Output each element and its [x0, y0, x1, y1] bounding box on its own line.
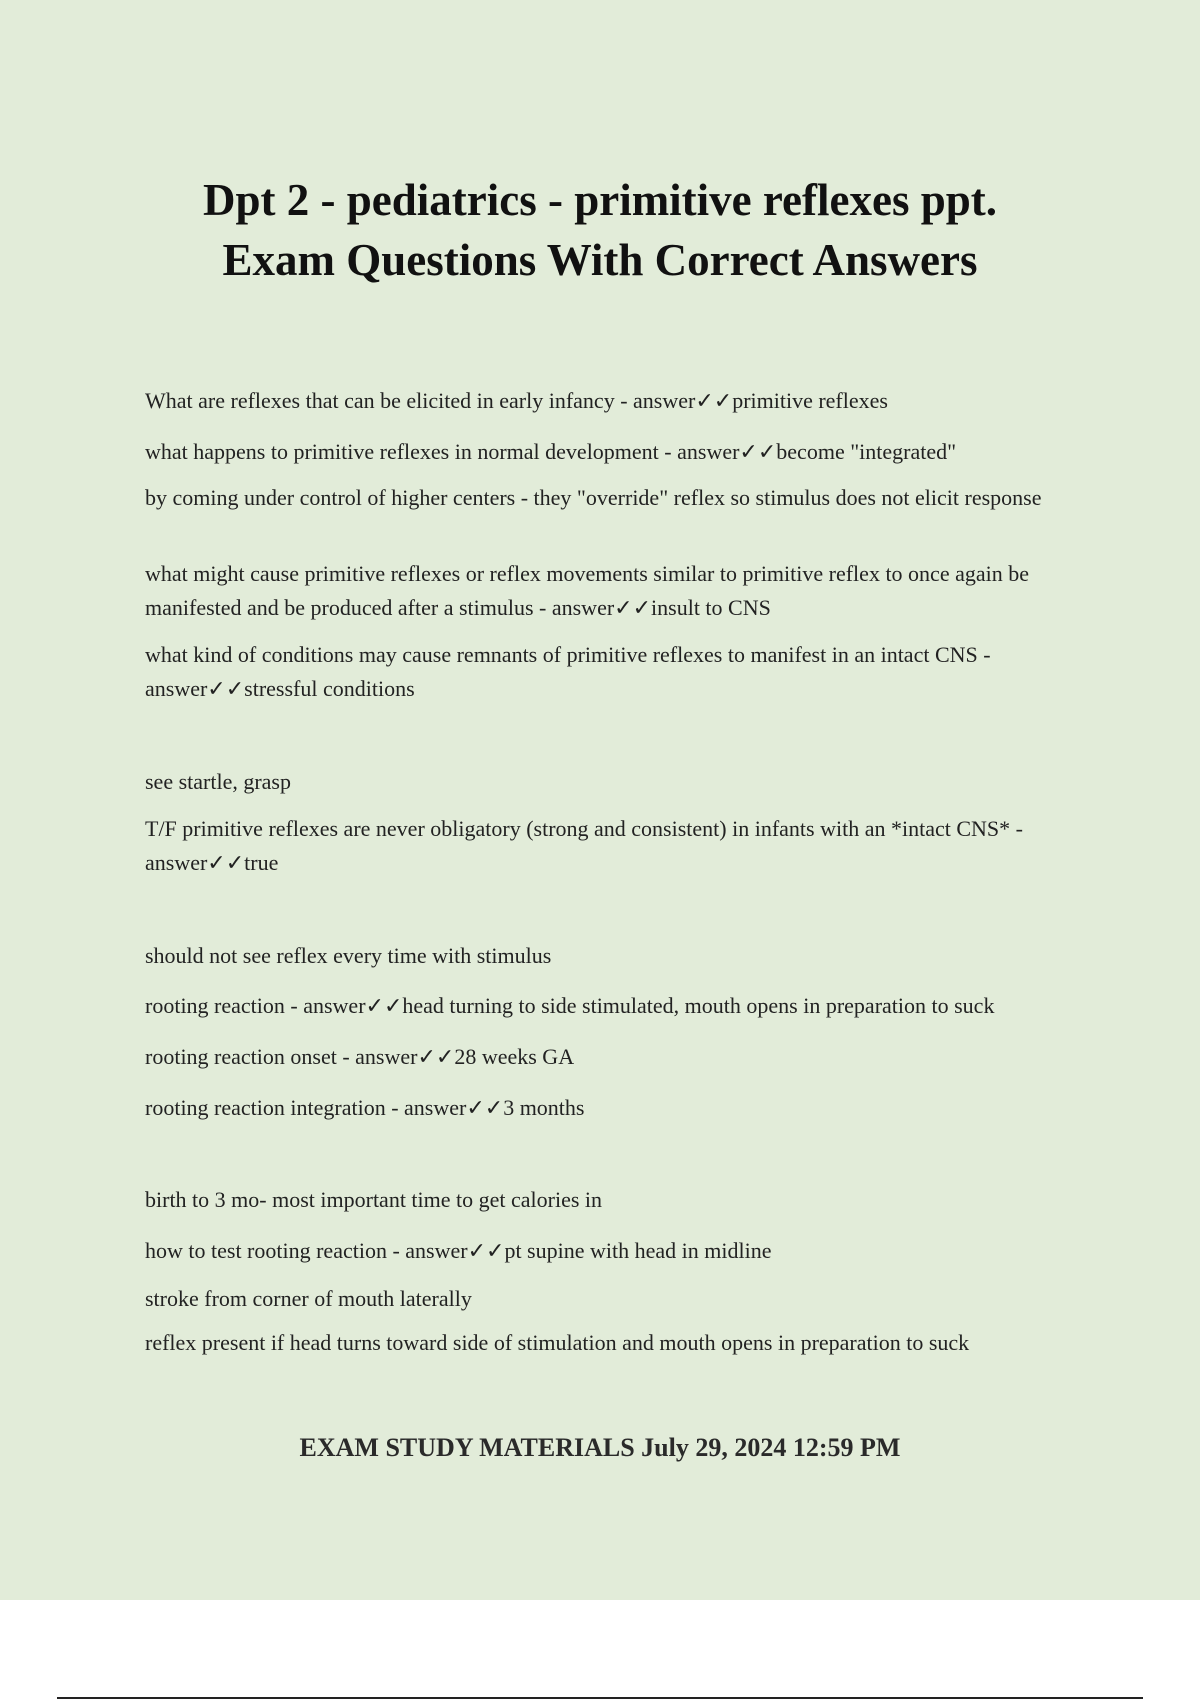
bottom-divider	[57, 1697, 1143, 1699]
paragraph-4: what might cause primitive reflexes or reflex movements similar to primitive reflex to once again be manifested and be produced after a stimulus - answer✓✓insult to CNS	[145, 561, 1029, 620]
paragraph-2: what happens to primitive reflexes in normal development - answer✓✓become "integrated"	[145, 439, 957, 464]
paragraph-6: see startle, grasp	[145, 769, 291, 794]
paragraph-15: reflex present if head turns toward side of stimulation and mouth opens in preparation to suck	[145, 1330, 970, 1355]
paragraph-9: rooting reaction - answer✓✓head turning to side stimulated, mouth opens in preparation to suck	[145, 993, 995, 1018]
paragraph-12: birth to 3 mo- most important time to get calories in	[145, 1187, 603, 1212]
paragraph-3: by coming under control of higher centers - they "override" reflex so stimulus does not elicit response	[145, 485, 1042, 510]
paragraph-1: What are reflexes that can be elicited in early infancy - answer✓✓primitive reflexes	[145, 388, 888, 413]
paragraph-13: how to test rooting reaction - answer✓✓pt supine with head in midline	[145, 1238, 772, 1263]
paragraph-7: T/F primitive reflexes are never obligatory (strong and consistent) in infants with an *intact CNS* - answer✓✓true	[145, 816, 1023, 875]
footer-stamp: EXAM STUDY MATERIALS July 29, 2024 12:59 PM	[299, 1433, 901, 1462]
document-title	[0, 170, 1200, 290]
paragraph-11: rooting reaction integration - answer✓✓3 months	[145, 1095, 585, 1120]
paragraph-5: what kind of conditions may cause remnants of primitive reflexes to manifest in an intact CNS - answer✓✓stressful conditions	[145, 642, 991, 701]
paragraph-8: should not see reflex every time with stimulus	[145, 943, 552, 968]
paragraph-10: rooting reaction onset - answer✓✓28 weeks GA	[145, 1044, 575, 1069]
document-title-line-1: Dpt 2 - pediatrics - primitive reflexes ppt.	[202, 175, 998, 225]
document-title-line-2: Exam Questions With Correct Answers	[222, 235, 978, 285]
paragraph-14: stroke from corner of mouth laterally	[145, 1286, 472, 1311]
